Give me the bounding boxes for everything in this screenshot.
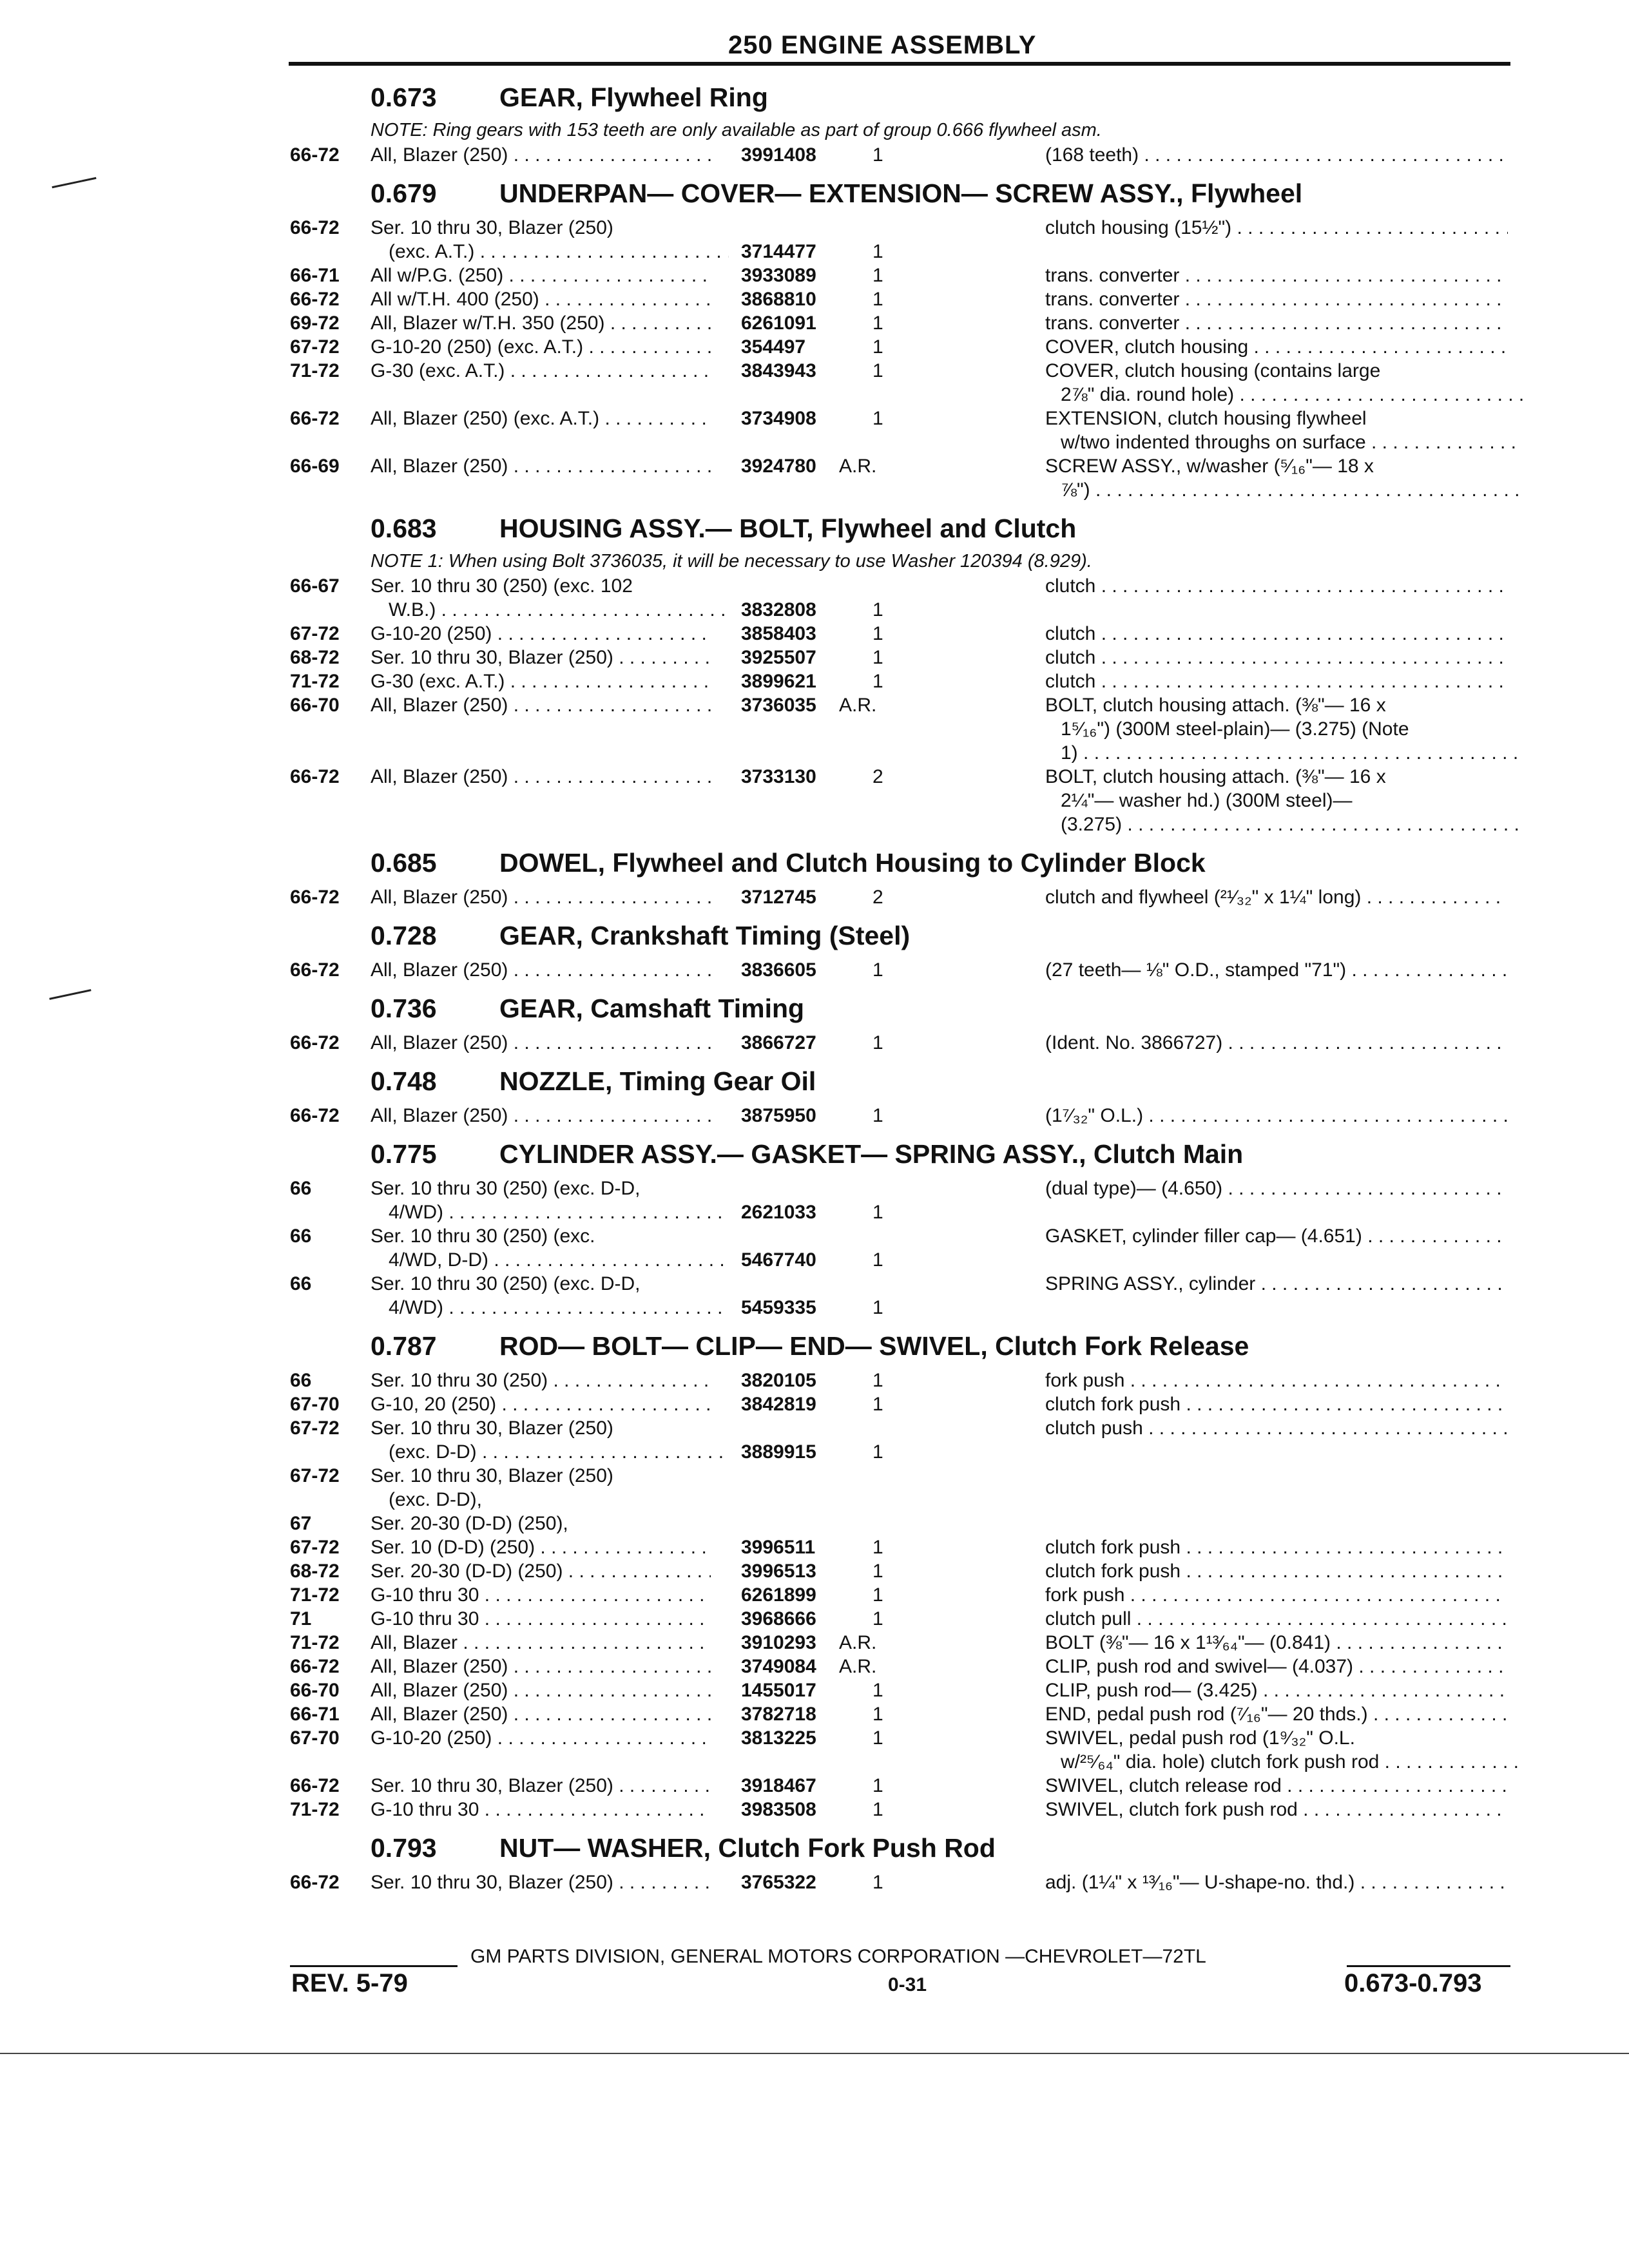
- group-number: 0.685: [371, 848, 437, 878]
- description: SWIVEL, clutch fork push rod . . .: [1045, 1798, 1508, 1821]
- quantity: 1: [872, 408, 883, 429]
- description: 1) . . .: [1061, 741, 1523, 765]
- part-number: 3996513: [741, 1561, 816, 1582]
- footer-rule-left: [290, 1965, 458, 1967]
- application: G-10-20 (250) . . .: [371, 622, 711, 646]
- description: clutch . . .: [1045, 646, 1508, 669]
- model-years: 67-72: [290, 336, 340, 358]
- application: Ser. 10 thru 30, Blazer (250) . . .: [371, 646, 711, 669]
- margin-mark: [52, 177, 96, 188]
- table-row: [0, 885, 1629, 909]
- part-number: 3782718: [741, 1704, 816, 1725]
- table-row: [0, 1224, 1629, 1272]
- quantity: 1: [872, 241, 883, 262]
- part-number: 3842819: [741, 1394, 816, 1415]
- application: 4/WD) . . .: [389, 1200, 729, 1224]
- group-title: DOWEL, Flywheel and Clutch Housing to Cylinder Block: [499, 848, 1206, 878]
- model-years: 66-69: [290, 456, 340, 477]
- scan-edge-line: [0, 2053, 1629, 2054]
- table-row: [0, 359, 1629, 407]
- description: CLIP, push rod and swivel— (4.037) . . .: [1045, 1655, 1508, 1678]
- part-number: 3925507: [741, 647, 816, 668]
- model-years: 71: [290, 1608, 312, 1629]
- table-row: [0, 1104, 1629, 1128]
- model-years: 66: [290, 1370, 312, 1391]
- group-header: [371, 1833, 996, 1863]
- part-number: 3910293: [741, 1632, 816, 1653]
- group-title: HOUSING ASSY.— BOLT, Flywheel and Clutch: [499, 514, 1077, 543]
- quantity: 1: [872, 959, 883, 981]
- table-row: [0, 1702, 1629, 1726]
- model-years: 66-72: [290, 408, 340, 429]
- model-years: 66: [290, 1273, 312, 1294]
- quantity: 1: [872, 1441, 883, 1463]
- description: 2¼"— washer hd.) (300M steel)—: [1061, 790, 1353, 811]
- description: (Ident. No. 3866727) . . .: [1045, 1031, 1508, 1055]
- group-title: GEAR, Flywheel Ring: [499, 82, 768, 112]
- quantity: 1: [872, 1727, 883, 1749]
- table-row: [0, 1631, 1629, 1655]
- group-header: [371, 921, 910, 951]
- table-row: [0, 454, 1629, 502]
- group-title: NUT— WASHER, Clutch Fork Push Rod: [499, 1833, 996, 1863]
- application: All, Blazer (250) . . .: [371, 454, 711, 478]
- quantity: 1: [872, 1297, 883, 1318]
- application: Ser. 10 thru 30, Blazer (250): [371, 1418, 613, 1439]
- description: BOLT, clutch housing attach. (⅜"— 16 x: [1045, 766, 1386, 787]
- application: (exc. A.T.) . . .: [389, 240, 729, 264]
- description: w/²⁵⁄₆₄" dia. hole) clutch fork push rod . . .: [1061, 1750, 1523, 1774]
- application: All, Blazer (250) . . .: [371, 958, 711, 982]
- group-number: 0.679: [371, 178, 437, 208]
- description: SWIVEL, pedal push rod (1⁹⁄₃₂" O.L.: [1045, 1727, 1355, 1749]
- application: All, Blazer (250) (exc. A.T.) . . .: [371, 407, 711, 430]
- model-years: 66-70: [290, 695, 340, 716]
- quantity: 1: [872, 1537, 883, 1558]
- application: All, Blazer (250) . . .: [371, 885, 711, 909]
- application: All, Blazer (250) . . .: [371, 765, 711, 789]
- quantity: A.R.: [839, 695, 877, 716]
- model-years: 67-72: [290, 1465, 340, 1486]
- description: COVER, clutch housing . . .: [1045, 335, 1508, 359]
- application: All, Blazer (250) . . .: [371, 1031, 711, 1055]
- part-number: 3899621: [741, 671, 816, 692]
- description: CLIP, push rod— (3.425) . . .: [1045, 1678, 1508, 1702]
- quantity: 1: [872, 1799, 883, 1820]
- application: G-30 (exc. A.T.) . . .: [371, 359, 711, 383]
- table-row: [0, 1392, 1629, 1416]
- application: Ser. 10 thru 30, Blazer (250): [371, 217, 613, 238]
- application: (exc. D-D),: [389, 1489, 482, 1510]
- model-years: 71-72: [290, 671, 340, 692]
- application: All w/T.H. 400 (250) . . .: [371, 287, 711, 311]
- description: (168 teeth) . . .: [1045, 143, 1508, 167]
- quantity: 1: [872, 1608, 883, 1629]
- application: All, Blazer (250) . . .: [371, 1655, 711, 1678]
- quantity: 2: [872, 766, 883, 787]
- model-years: 66-71: [290, 1704, 340, 1725]
- quantity: 1: [872, 144, 883, 166]
- model-years: 68-72: [290, 1561, 340, 1582]
- description: GASKET, cylinder filler cap— (4.651) . . .: [1045, 1224, 1508, 1248]
- description: END, pedal push rod (⁷⁄₁₆"— 20 thds.) . . .: [1045, 1702, 1508, 1726]
- group-number: 0.683: [371, 514, 437, 543]
- quantity: 1: [872, 336, 883, 358]
- part-number: 3836605: [741, 959, 816, 981]
- application: Ser. 10 thru 30 (250) (exc. D-D,: [371, 1178, 641, 1199]
- table-row: [0, 1559, 1629, 1583]
- application: Ser. 10 (D-D) (250) . . .: [371, 1535, 711, 1559]
- group-header: [371, 848, 1206, 878]
- quantity: 1: [872, 1584, 883, 1606]
- description: clutch . . .: [1045, 669, 1508, 693]
- application: Ser. 10 thru 30, Blazer (250): [371, 1465, 613, 1486]
- margin-mark: [49, 989, 91, 1000]
- application: Ser. 10 thru 30 (250) (exc. 102: [371, 575, 633, 597]
- part-number: 3983508: [741, 1799, 816, 1820]
- part-number: 3918467: [741, 1775, 816, 1796]
- footer-page-number: 0-31: [888, 1974, 927, 1995]
- table-row: [0, 1535, 1629, 1559]
- part-number: 3712745: [741, 887, 816, 908]
- group-title: NOZZLE, Timing Gear Oil: [499, 1066, 816, 1096]
- model-years: 66-72: [290, 1872, 340, 1893]
- table-row: [0, 1678, 1629, 1702]
- part-number: 3866727: [741, 1032, 816, 1053]
- quantity: 1: [872, 1775, 883, 1796]
- model-years: 71-72: [290, 360, 340, 381]
- application: All w/P.G. (250) . . .: [371, 264, 711, 287]
- description: (27 teeth— ⅛" O.D., stamped "71") . . .: [1045, 958, 1508, 982]
- description: trans. converter . . .: [1045, 311, 1508, 335]
- quantity: 1: [872, 671, 883, 692]
- table-row: [0, 287, 1629, 311]
- model-years: 68-72: [290, 647, 340, 668]
- table-row: [0, 1726, 1629, 1774]
- group-header: [371, 178, 1302, 209]
- quantity: A.R.: [839, 1656, 877, 1677]
- table-row: [0, 693, 1629, 765]
- quantity: 1: [872, 1249, 883, 1271]
- part-number: 3749084: [741, 1656, 816, 1677]
- part-number: 3996511: [741, 1537, 816, 1558]
- model-years: 66-67: [290, 575, 340, 597]
- footer-group-range: 0.673-0.793: [1344, 1969, 1482, 1997]
- quantity: 1: [872, 312, 883, 334]
- application: Ser. 10 thru 30, Blazer (250) . . .: [371, 1870, 711, 1894]
- application: G-10 thru 30 . . .: [371, 1798, 711, 1821]
- quantity: 1: [872, 1561, 883, 1582]
- table-row: [0, 335, 1629, 359]
- group-title: UNDERPAN— COVER— EXTENSION— SCREW ASSY., Flywheel: [499, 178, 1303, 208]
- table-row: [0, 958, 1629, 982]
- table-row: [0, 1870, 1629, 1894]
- model-years: 67-72: [290, 623, 340, 644]
- table-row: [0, 264, 1629, 287]
- part-number: 1455017: [741, 1680, 816, 1701]
- model-years: 66-72: [290, 217, 340, 238]
- table-row: [0, 407, 1629, 454]
- group-title: GEAR, Camshaft Timing: [499, 994, 805, 1023]
- group-header: [371, 1066, 816, 1097]
- application: All, Blazer (250) . . .: [371, 143, 711, 167]
- part-number: 354497: [741, 336, 806, 358]
- model-years: 66-72: [290, 289, 340, 310]
- quantity: 2: [872, 887, 883, 908]
- quantity: 1: [872, 1032, 883, 1053]
- application: Ser. 20-30 (D-D) (250) . . .: [371, 1559, 711, 1583]
- table-row: [0, 669, 1629, 693]
- part-number: 3820105: [741, 1370, 816, 1391]
- table-row: [0, 1272, 1629, 1320]
- group-title: CYLINDER ASSY.— GASKET— SPRING ASSY., Clutch Main: [499, 1139, 1244, 1169]
- part-number: 2621033: [741, 1202, 816, 1223]
- part-number: 5467740: [741, 1249, 816, 1271]
- description: (1⁷⁄₃₂" O.L.) . . .: [1045, 1104, 1508, 1128]
- description: EXTENSION, clutch housing flywheel: [1045, 408, 1367, 429]
- table-row: [0, 1031, 1629, 1055]
- group-header: [371, 1139, 1243, 1169]
- group-header: [371, 514, 1076, 544]
- model-years: 66-72: [290, 144, 340, 166]
- part-number: 3843943: [741, 360, 816, 381]
- group-note: NOTE 1: When using Bolt 3736035, it will be necessary to use Washer 120394 (8.929).: [371, 551, 1092, 572]
- part-number: 3924780: [741, 456, 816, 477]
- model-years: 67: [290, 1513, 312, 1534]
- quantity: 1: [872, 1872, 883, 1893]
- description: SWIVEL, clutch release rod . . .: [1045, 1774, 1508, 1798]
- model-years: 66-72: [290, 959, 340, 981]
- footer-corporation: GM PARTS DIVISION, GENERAL MOTORS CORPORATION —CHEVROLET—72TL: [470, 1946, 1206, 1967]
- application: All, Blazer (250) . . .: [371, 1104, 711, 1128]
- part-number: 3991408: [741, 144, 816, 166]
- table-row: [0, 574, 1629, 622]
- table-row: [0, 1464, 1629, 1512]
- part-number: 3832808: [741, 599, 816, 620]
- part-number: 6261091: [741, 312, 816, 334]
- description: fork push . . .: [1045, 1369, 1508, 1392]
- table-row: [0, 1655, 1629, 1678]
- part-number: 3714477: [741, 241, 816, 262]
- application: W.B.) . . .: [389, 598, 729, 622]
- application: (exc. D-D) . . .: [389, 1440, 729, 1464]
- quantity: 1: [872, 647, 883, 668]
- application: Ser. 10 thru 30 (250) . . .: [371, 1369, 711, 1392]
- description: SPRING ASSY., cylinder . . .: [1045, 1272, 1508, 1296]
- description: clutch fork push . . .: [1045, 1535, 1508, 1559]
- application: All, Blazer (250) . . .: [371, 1678, 711, 1702]
- application: Ser. 10 thru 30, Blazer (250) . . .: [371, 1774, 711, 1798]
- group-number: 0.673: [371, 82, 437, 112]
- description: clutch pull . . .: [1045, 1607, 1508, 1631]
- description: SCREW ASSY., w/washer (⁵⁄₁₆"— 18 x: [1045, 456, 1374, 477]
- footer-revision: REV. 5-79: [291, 1969, 408, 1997]
- quantity: 1: [872, 1704, 883, 1725]
- part-number: 5459335: [741, 1297, 816, 1318]
- description: COVER, clutch housing (contains large: [1045, 360, 1381, 381]
- group-header: [371, 1331, 1249, 1361]
- quantity: 1: [872, 1680, 883, 1701]
- application: 4/WD, D-D) . . .: [389, 1248, 729, 1272]
- quantity: 1: [872, 360, 883, 381]
- group-number: 0.793: [371, 1833, 437, 1863]
- table-row: [0, 1416, 1629, 1464]
- model-years: 71-72: [290, 1584, 340, 1606]
- application: All, Blazer w/T.H. 350 (250) . . .: [371, 311, 711, 335]
- model-years: 66-71: [290, 265, 340, 286]
- model-years: 66: [290, 1178, 312, 1199]
- description: adj. (1¼" x ¹³⁄₁₆"— U-shape-no. thd.) . . .: [1045, 1870, 1508, 1894]
- application: Ser. 10 thru 30 (250) (exc.: [371, 1225, 595, 1247]
- table-row: [0, 311, 1629, 335]
- part-number: 3889915: [741, 1441, 816, 1463]
- quantity: A.R.: [839, 456, 877, 477]
- application: 4/WD) . . .: [389, 1296, 729, 1320]
- application: G-10-20 (250) (exc. A.T.) . . .: [371, 335, 711, 359]
- group-title: ROD— BOLT— CLIP— END— SWIVEL, Clutch Fork Release: [499, 1331, 1249, 1361]
- model-years: 67-72: [290, 1418, 340, 1439]
- group-number: 0.787: [371, 1331, 437, 1361]
- application: G-10 thru 30 . . .: [371, 1583, 711, 1607]
- group-number: 0.728: [371, 921, 437, 950]
- application: Ser. 20-30 (D-D) (250),: [371, 1513, 568, 1534]
- description: (3.275) . . .: [1061, 812, 1523, 836]
- description: (dual type)— (4.650) . . .: [1045, 1177, 1508, 1200]
- description: clutch push . . .: [1045, 1416, 1508, 1440]
- model-years: 71-72: [290, 1632, 340, 1653]
- model-years: 66-72: [290, 1032, 340, 1053]
- table-row: [0, 1774, 1629, 1798]
- model-years: 66-72: [290, 887, 340, 908]
- table-row: [0, 1607, 1629, 1631]
- table-row: [0, 1512, 1629, 1535]
- quantity: 1: [872, 599, 883, 620]
- model-years: 69-72: [290, 312, 340, 334]
- description: BOLT, clutch housing attach. (⅜"— 16 x: [1045, 695, 1386, 716]
- description: clutch fork push . . .: [1045, 1392, 1508, 1416]
- group-header: [371, 994, 804, 1024]
- table-row: [0, 216, 1629, 264]
- part-number: 3734908: [741, 408, 816, 429]
- group-number: 0.775: [371, 1139, 437, 1169]
- description: w/two indented throughs on surface . . .: [1061, 430, 1523, 454]
- quantity: 1: [872, 623, 883, 644]
- table-row: [0, 1798, 1629, 1821]
- part-number: 3858403: [741, 623, 816, 644]
- part-number: 3933089: [741, 265, 816, 286]
- quantity: A.R.: [839, 1632, 877, 1653]
- table-row: [0, 143, 1629, 167]
- description: ⅞") . . .: [1061, 478, 1523, 502]
- description: fork push . . .: [1045, 1583, 1508, 1607]
- quantity: 1: [872, 265, 883, 286]
- part-number: 3813225: [741, 1727, 816, 1749]
- model-years: 66-72: [290, 1775, 340, 1796]
- description: trans. converter . . .: [1045, 287, 1508, 311]
- model-years: 66-72: [290, 766, 340, 787]
- model-years: 67-70: [290, 1394, 340, 1415]
- table-row: [0, 765, 1629, 836]
- application: G-10, 20 (250) . . .: [371, 1392, 711, 1416]
- part-number: 3875950: [741, 1105, 816, 1126]
- description: 1⁵⁄₁₆") (300M steel-plain)— (3.275) (Note: [1061, 718, 1409, 740]
- part-number: 6261899: [741, 1584, 816, 1606]
- group-number: 0.736: [371, 994, 437, 1023]
- quantity: 1: [872, 1105, 883, 1126]
- application: All, Blazer (250) . . .: [371, 1702, 711, 1726]
- group-header: [371, 82, 768, 113]
- description: clutch . . .: [1045, 574, 1508, 598]
- application: Ser. 10 thru 30 (250) (exc. D-D,: [371, 1273, 641, 1294]
- part-number: 3765322: [741, 1872, 816, 1893]
- group-note: NOTE: Ring gears with 153 teeth are only available as part of group 0.666 flywheel asm.: [371, 120, 1102, 140]
- table-row: [0, 622, 1629, 646]
- group-number: 0.748: [371, 1066, 437, 1096]
- model-years: 71-72: [290, 1799, 340, 1820]
- description: trans. converter . . .: [1045, 264, 1508, 287]
- description: 2⅞" dia. round hole) . . .: [1061, 383, 1523, 407]
- model-years: 66: [290, 1225, 312, 1247]
- description: clutch and flywheel (²¹⁄₃₂" x 1¼" long) . . .: [1045, 885, 1508, 909]
- page-title: 250 ENGINE ASSEMBLY: [728, 31, 1037, 59]
- application: All, Blazer (250) . . .: [371, 693, 711, 717]
- table-row: [0, 1583, 1629, 1607]
- part-number: 3733130: [741, 766, 816, 787]
- model-years: 66-70: [290, 1680, 340, 1701]
- description: clutch housing (15½") . . .: [1045, 216, 1508, 240]
- quantity: 1: [872, 1370, 883, 1391]
- model-years: 67-70: [290, 1727, 340, 1749]
- part-number: 3868810: [741, 289, 816, 310]
- model-years: 66-72: [290, 1105, 340, 1126]
- application: G-30 (exc. A.T.) . . .: [371, 669, 711, 693]
- table-row: [0, 1177, 1629, 1224]
- header-rule: [289, 62, 1510, 66]
- quantity: 1: [872, 289, 883, 310]
- part-number: 3736035: [741, 695, 816, 716]
- description: BOLT (⅜"— 16 x 1¹³⁄₆₄"— (0.841) . . .: [1045, 1631, 1508, 1655]
- application: G-10 thru 30 . . .: [371, 1607, 711, 1631]
- model-years: 67-72: [290, 1537, 340, 1558]
- table-row: [0, 646, 1629, 669]
- part-number: 3968666: [741, 1608, 816, 1629]
- application: G-10-20 (250) . . .: [371, 1726, 711, 1750]
- description: clutch fork push . . .: [1045, 1559, 1508, 1583]
- table-row: [0, 1369, 1629, 1392]
- description: clutch . . .: [1045, 622, 1508, 646]
- group-title: GEAR, Crankshaft Timing (Steel): [499, 921, 911, 950]
- footer-rule-right: [1347, 1965, 1510, 1967]
- quantity: 1: [872, 1202, 883, 1223]
- application: All, Blazer . . .: [371, 1631, 711, 1655]
- quantity: 1: [872, 1394, 883, 1415]
- model-years: 66-72: [290, 1656, 340, 1677]
